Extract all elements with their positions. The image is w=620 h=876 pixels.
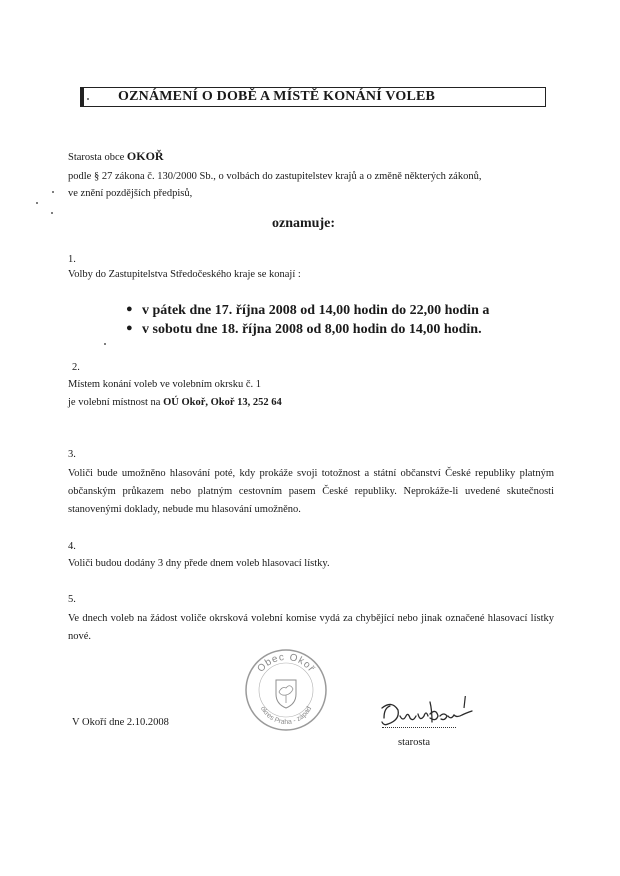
section-2-line-1: Místem konání voleb ve volebním okrsku č. 1	[68, 379, 262, 390]
signature-line	[382, 727, 456, 728]
intro-line-2: podle § 27 zákona č. 130/2000 Sb., o volbách do zastupitelstev krajů a o změně některých zákonů,	[68, 171, 482, 182]
section-5-text: Ve dnech voleb na žádost voliče okrsková volební komise vydá za chybějící nebo jinak označené hlasovací lístky nové.	[68, 613, 554, 642]
section-2-prefix: je volební místnost na	[68, 397, 164, 408]
election-day-2-text: v sobotu dne 18. října 2008 od 8,00 hodin do 14,00 hodin.	[142, 322, 482, 337]
section-1-number: 1.	[68, 254, 76, 265]
section-4-number: 4.	[68, 541, 76, 552]
place-and-date: V Okoří dne 2.10.2008	[72, 717, 169, 728]
mayor-signature	[378, 696, 482, 736]
signatory-role: starosta	[398, 737, 431, 748]
document-title: OZNÁMENÍ O DOBĚ A MÍSTĚ KONÁNÍ VOLEB	[80, 87, 546, 107]
bullet-icon: ●	[126, 322, 133, 334]
seal-bottom-text: okres Praha - západ	[258, 705, 314, 727]
intro-prefix: Starosta obce	[68, 152, 127, 163]
scan-speck	[36, 202, 38, 204]
section-3-number: 3.	[68, 449, 76, 460]
polling-place: OÚ Okoř, Okoř 13, 252 64	[163, 397, 282, 408]
scan-speck	[51, 212, 53, 214]
scan-speck	[52, 191, 54, 193]
announces-heading: oznamuje:	[272, 216, 335, 231]
section-4-text: Voliči budou dodány 3 dny přede dnem voleb hlasovací lístky.	[68, 558, 330, 569]
scan-speck	[104, 343, 106, 345]
intro-line-3: ve znění pozdějších předpisů,	[68, 188, 193, 199]
intro-line-1	[68, 150, 164, 164]
section-5-number: 5.	[68, 594, 76, 605]
section-2-number: 2.	[72, 362, 80, 373]
section-1-text: Volby do Zastupitelstva Středočeského kraje se konají :	[68, 269, 301, 280]
scan-speck	[87, 98, 89, 100]
municipality-name: OKOŘ	[126, 149, 164, 163]
bullet-icon: ●	[126, 303, 133, 315]
municipal-seal	[244, 648, 328, 732]
election-day-1-text: v pátek dne 17. října 2008 od 14,00 hodin do 22,00 hodin a	[142, 303, 490, 318]
section-2-line-2	[68, 396, 282, 409]
seal-top-text: Obec Okoř	[255, 651, 317, 675]
election-day-1	[126, 303, 489, 319]
election-day-2	[126, 322, 482, 338]
section-3-text: Voliči bude umožněno hlasování poté, kdy prokáže svoji totožnost a státní občanství České republiky platným občanským průkazem nebo platným cestovním pasem České republiky. Neprokáže-li uvedené skutečnosti stanovenými doklady, nebude mu hlasování umožněno.	[68, 468, 554, 515]
